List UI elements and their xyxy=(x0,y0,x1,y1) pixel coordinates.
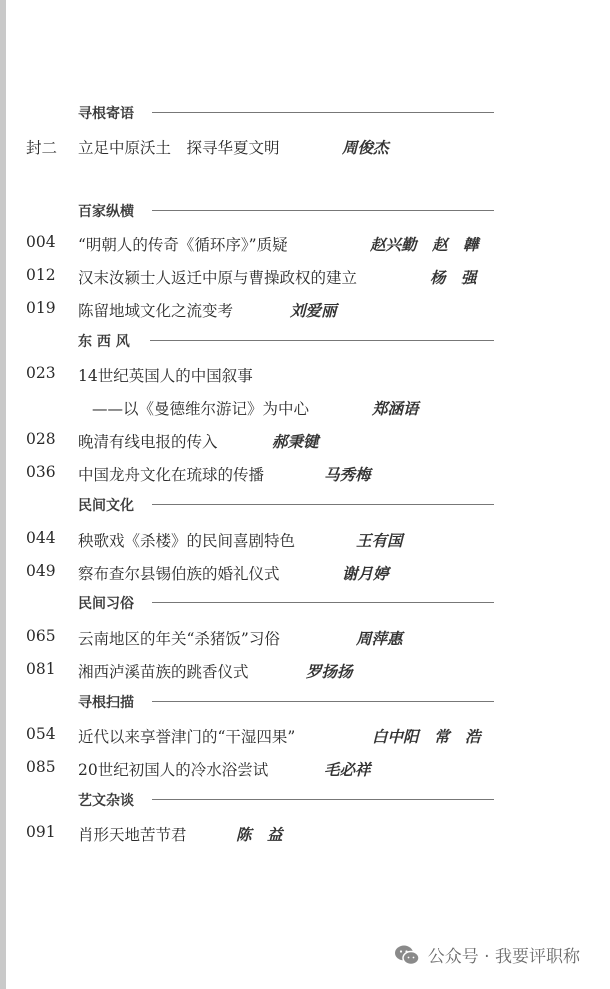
page-number: 012 xyxy=(26,266,56,284)
wechat-icon xyxy=(394,944,420,966)
page-number: 004 xyxy=(26,233,56,251)
section-rule xyxy=(152,602,494,603)
article-author: 谢月婷 xyxy=(342,564,389,583)
section-rule xyxy=(152,112,494,113)
article-title: 陈留地域文化之流变考 xyxy=(78,302,234,320)
article-title: 秧歌戏《杀楼》的民间喜剧特色 xyxy=(78,532,296,550)
section-heading xyxy=(78,692,134,712)
page-number: 054 xyxy=(26,725,56,743)
article-title: 近代以来享誉津门的“干湿四果” xyxy=(78,728,296,746)
watermark-text: 公众号 · 我要评职称 xyxy=(427,947,580,967)
article-author: 郑涵语 xyxy=(372,399,419,418)
article-subtitle: ——以《曼德维尔游记》为中心 xyxy=(92,400,310,418)
article-title: 20世纪初国人的冷水浴尝试 xyxy=(78,761,269,779)
section-rule xyxy=(150,340,494,341)
section-rule xyxy=(152,504,494,505)
article-author: 周萍惠 xyxy=(356,629,403,648)
article-title: 云南地区的年关“杀猪饭”习俗 xyxy=(78,630,280,648)
article-author: 周俊杰 xyxy=(342,138,389,157)
section-title: 艺文杂谈 xyxy=(78,793,134,809)
page-number: 049 xyxy=(26,562,56,580)
article-author: 王有国 xyxy=(356,531,403,550)
article-author: 刘爱丽 xyxy=(290,301,337,320)
article-title: 汉末汝颍士人返迁中原与曹操政权的建立 xyxy=(78,269,358,287)
article-title: 立足中原沃土 探寻华夏文明 xyxy=(78,139,280,157)
article-author: 马秀梅 xyxy=(324,465,371,484)
article-author: 杨 强 xyxy=(430,268,477,287)
page-number: 封二 xyxy=(26,139,58,157)
article-author: 白中阳 常 浩 xyxy=(372,727,481,746)
page-number: 036 xyxy=(26,463,56,481)
section-title: 寻根寄语 xyxy=(78,106,134,122)
section-title: 百家纵横 xyxy=(78,204,134,220)
article-author: 陈 益 xyxy=(236,825,283,844)
section-heading xyxy=(78,201,134,221)
page-number: 091 xyxy=(26,823,56,841)
article-title: 中国龙舟文化在琉球的传播 xyxy=(78,466,265,484)
section-title: 寻根扫描 xyxy=(78,695,134,711)
page-number: 044 xyxy=(26,529,56,547)
article-title: 察布查尔县锡伯族的婚礼仪式 xyxy=(78,565,280,583)
article-author: 赵兴勤 赵 韡 xyxy=(370,235,479,254)
section-heading xyxy=(78,790,134,810)
section-rule xyxy=(152,701,494,702)
article-title: “明朝人的传奇《循环序》”质疑 xyxy=(78,236,288,254)
article-title: 肖形天地苦节君 xyxy=(78,826,187,844)
section-rule xyxy=(152,210,494,211)
article-title: 14世纪英国人的中国叙事 xyxy=(78,367,253,385)
article-author: 罗扬扬 xyxy=(306,662,353,681)
section-heading xyxy=(78,593,134,613)
page-number: 023 xyxy=(26,364,56,382)
article-author: 郝秉键 xyxy=(272,432,319,451)
section-title: 东 西 风 xyxy=(78,334,130,350)
article-author: 毛必祥 xyxy=(324,760,371,779)
section-title: 民间文化 xyxy=(78,498,134,514)
section-heading xyxy=(78,103,134,123)
article-title: 晚清有线电报的传入 xyxy=(78,433,218,451)
section-rule xyxy=(152,799,494,800)
page-number: 019 xyxy=(26,299,56,317)
page-number: 085 xyxy=(26,758,56,776)
page-number: 081 xyxy=(26,660,56,678)
article-title: 湘西泸溪苗族的跳香仪式 xyxy=(78,663,249,681)
section-heading xyxy=(78,495,134,515)
section-heading xyxy=(78,331,130,351)
watermark xyxy=(394,942,580,967)
page-number: 065 xyxy=(26,627,56,645)
page-number: 028 xyxy=(26,430,56,448)
section-title: 民间习俗 xyxy=(78,596,134,612)
